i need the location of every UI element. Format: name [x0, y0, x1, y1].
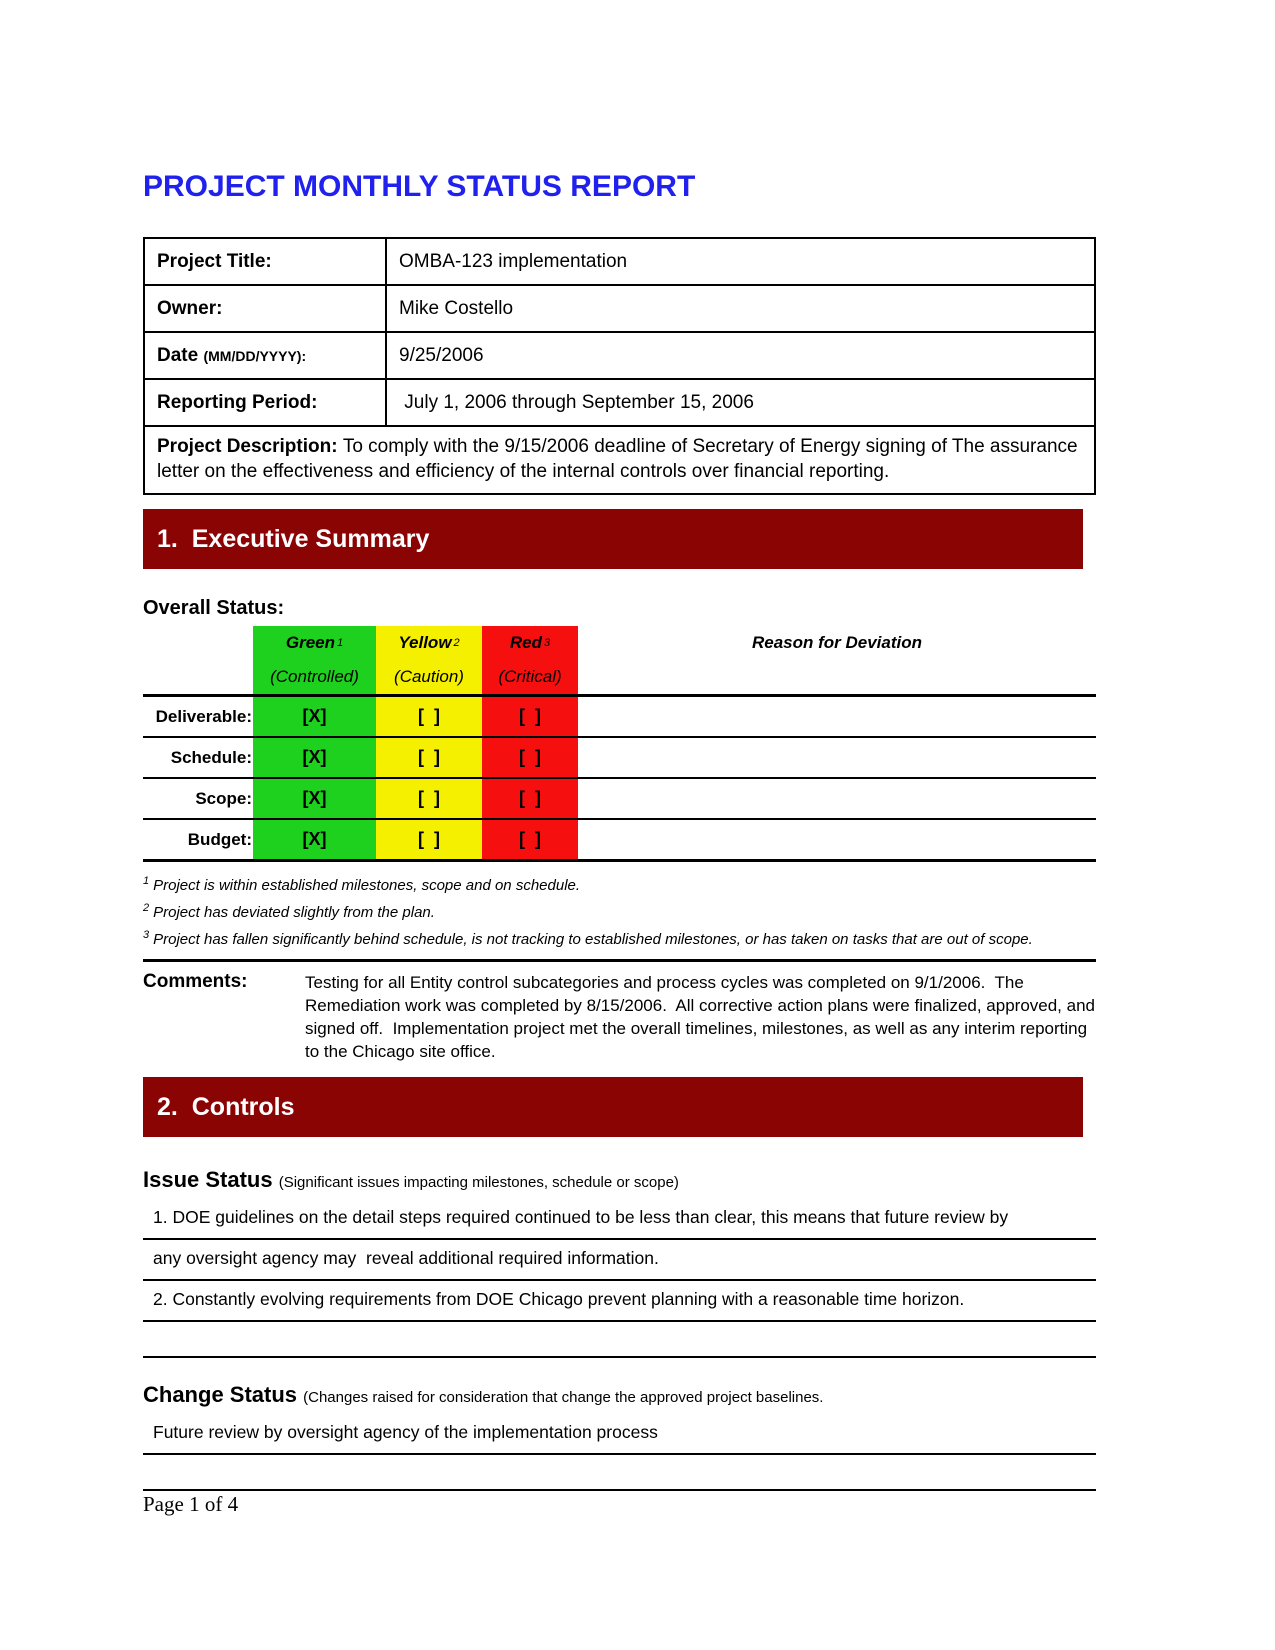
change-line-1: Future review by oversight agency of the implementation process — [143, 1414, 1096, 1455]
footnote-text: Project has fallen significantly behind schedule, is not tracking to established milestones, or has taken on tasks that are out of scope. — [153, 931, 1033, 948]
date-format-note: (MM/DD/YYYY): — [203, 347, 307, 364]
budget-reason-cell — [578, 820, 1096, 859]
project-description-text: To comply with the 9/15/2006 deadline of Secretary of Energy signing of The assurance letter on the effectiveness and efficiency of the internal controls over financial reporting. — [157, 436, 1083, 482]
info-value-date: 9/25/2006 — [386, 332, 1095, 379]
footnote-2 — [143, 897, 1096, 924]
scope-yellow-checkbox: [ ] — [376, 779, 482, 818]
footnote-marker: 3 — [143, 929, 150, 941]
status-col-red-label: Red — [509, 633, 542, 652]
status-col-green-sublabel: (Controlled) — [253, 660, 376, 694]
status-col-yellow-label: Yellow — [398, 633, 452, 652]
report-content — [143, 0, 1100, 1491]
schedule-red-checkbox: [ ] — [482, 738, 578, 777]
schedule-yellow-checkbox: [ ] — [376, 738, 482, 777]
issue-line-1: 1. DOE guidelines on the detail steps required continued to be less than clear, this means that future review by — [143, 1199, 1096, 1240]
info-row-project-title — [144, 238, 1095, 285]
deliverable-reason-cell — [578, 697, 1096, 736]
budget-green-checkbox: [X] — [253, 820, 376, 859]
section-1-header: 1. Executive Summary — [143, 509, 1083, 569]
deliverable-green-checkbox: [X] — [253, 697, 376, 736]
deliverable-yellow-checkbox: [ ] — [376, 697, 482, 736]
status-col-green-label: Green — [285, 633, 335, 652]
footnote-marker: 1 — [143, 875, 150, 887]
schedule-reason-cell — [578, 738, 1096, 777]
info-label-text: Owner: — [157, 297, 223, 319]
issue-line-2: any oversight agency may reveal additional required information. — [143, 1240, 1096, 1281]
info-row-description — [144, 426, 1095, 494]
status-row-label: Scope: — [195, 788, 252, 808]
status-header-spacer — [143, 660, 253, 694]
change-line-2 — [143, 1455, 1096, 1491]
footnote-ref-3: 3 — [544, 637, 551, 649]
footnote-text: Project is within established milestones, scope and on schedule. — [153, 877, 581, 894]
info-value-reporting-period: July 1, 2006 through September 15, 2006 — [386, 379, 1095, 426]
info-value-owner: Mike Costello — [386, 285, 1095, 332]
issue-line-3: 2. Constantly evolving requirements from DOE Chicago prevent planning with a reasonable time horizon. — [143, 1281, 1096, 1322]
project-description-cell — [144, 426, 1095, 494]
reason-header-spacer — [578, 660, 1096, 694]
footnote-marker: 2 — [143, 902, 150, 914]
status-row-label: Schedule: — [170, 747, 252, 767]
info-label-date — [144, 332, 386, 379]
status-col-header-yellow — [376, 626, 482, 660]
report-title: PROJECT MONTHLY STATUS REPORT — [143, 170, 696, 203]
status-row-label: Budget: — [187, 829, 252, 849]
scope-green-checkbox: [X] — [253, 779, 376, 818]
issue-line-4 — [143, 1322, 1096, 1358]
status-row-scope — [143, 779, 1096, 820]
budget-red-checkbox: [ ] — [482, 820, 578, 859]
footnote-text: Project has deviated slightly from the plan. — [153, 904, 435, 921]
overall-status-heading: Overall Status: — [143, 597, 285, 619]
status-row-deliverable — [143, 694, 1096, 738]
info-label-text: Reporting Period: — [157, 391, 318, 413]
issue-status-lines — [143, 1199, 1096, 1358]
info-row-date — [144, 332, 1095, 379]
overall-status-table — [143, 626, 1096, 862]
info-label-text: Date — [157, 344, 204, 366]
info-label-reporting-period — [144, 379, 386, 426]
status-footnotes — [143, 870, 1096, 951]
reason-for-deviation-header: Reason for Deviation — [751, 633, 923, 652]
scope-reason-cell — [578, 779, 1096, 818]
status-row-schedule — [143, 738, 1096, 779]
status-row-budget — [143, 820, 1096, 862]
status-col-header-red — [482, 626, 578, 660]
issue-status-heading — [143, 1167, 1096, 1193]
issue-status-subtitle: (Significant issues impacting milestones, schedule or scope) — [278, 1174, 679, 1191]
deliverable-red-checkbox: [ ] — [482, 697, 578, 736]
change-status-title: Change Status — [143, 1382, 304, 1407]
comments-block — [143, 962, 1100, 1063]
project-info-table — [143, 237, 1096, 495]
project-description-label: Project Description: — [157, 436, 343, 457]
schedule-green-checkbox: [X] — [253, 738, 376, 777]
footnote-3 — [143, 924, 1096, 951]
info-row-reporting-period — [144, 379, 1095, 426]
info-label-owner — [144, 285, 386, 332]
scope-red-checkbox: [ ] — [482, 779, 578, 818]
info-label-project-title — [144, 238, 386, 285]
status-col-red-sublabel: (Critical) — [482, 660, 578, 694]
info-label-text: Project Title: — [157, 250, 272, 272]
status-row-label: Deliverable: — [155, 706, 252, 726]
budget-yellow-checkbox: [ ] — [376, 820, 482, 859]
comments-text: Testing for all Entity control subcategories and process cycles was completed on 9/1/2006. The Remediation work was completed by 8/15/2006. All corrective action plans were finalized, approved, and signed off. Implementation project met the overall timelines, milestones, as well as any interim reporting to the Chicago site office. — [305, 973, 1100, 1061]
status-header-row-1 — [143, 626, 1096, 660]
change-status-subtitle: (Changes raised for consideration that change the approved project baselines. — [303, 1389, 824, 1406]
status-header-row-2 — [143, 660, 1096, 694]
footnote-1 — [143, 870, 1096, 897]
change-status-heading — [143, 1382, 1096, 1408]
footnote-ref-2: 2 — [453, 637, 460, 649]
status-header-spacer — [143, 626, 253, 660]
footnote-ref-1: 1 — [337, 637, 344, 649]
page-number: Page 1 of 4 — [143, 1492, 239, 1516]
info-row-owner — [144, 285, 1095, 332]
comments-label: Comments: — [143, 971, 248, 992]
status-col-header-green — [253, 626, 376, 660]
status-col-yellow-sublabel: (Caution) — [376, 660, 482, 694]
change-status-lines — [143, 1414, 1096, 1491]
info-value-project-title: OMBA-123 implementation — [386, 238, 1095, 285]
section-2-header: 2. Controls — [143, 1077, 1083, 1137]
issue-status-title: Issue Status — [143, 1167, 279, 1192]
